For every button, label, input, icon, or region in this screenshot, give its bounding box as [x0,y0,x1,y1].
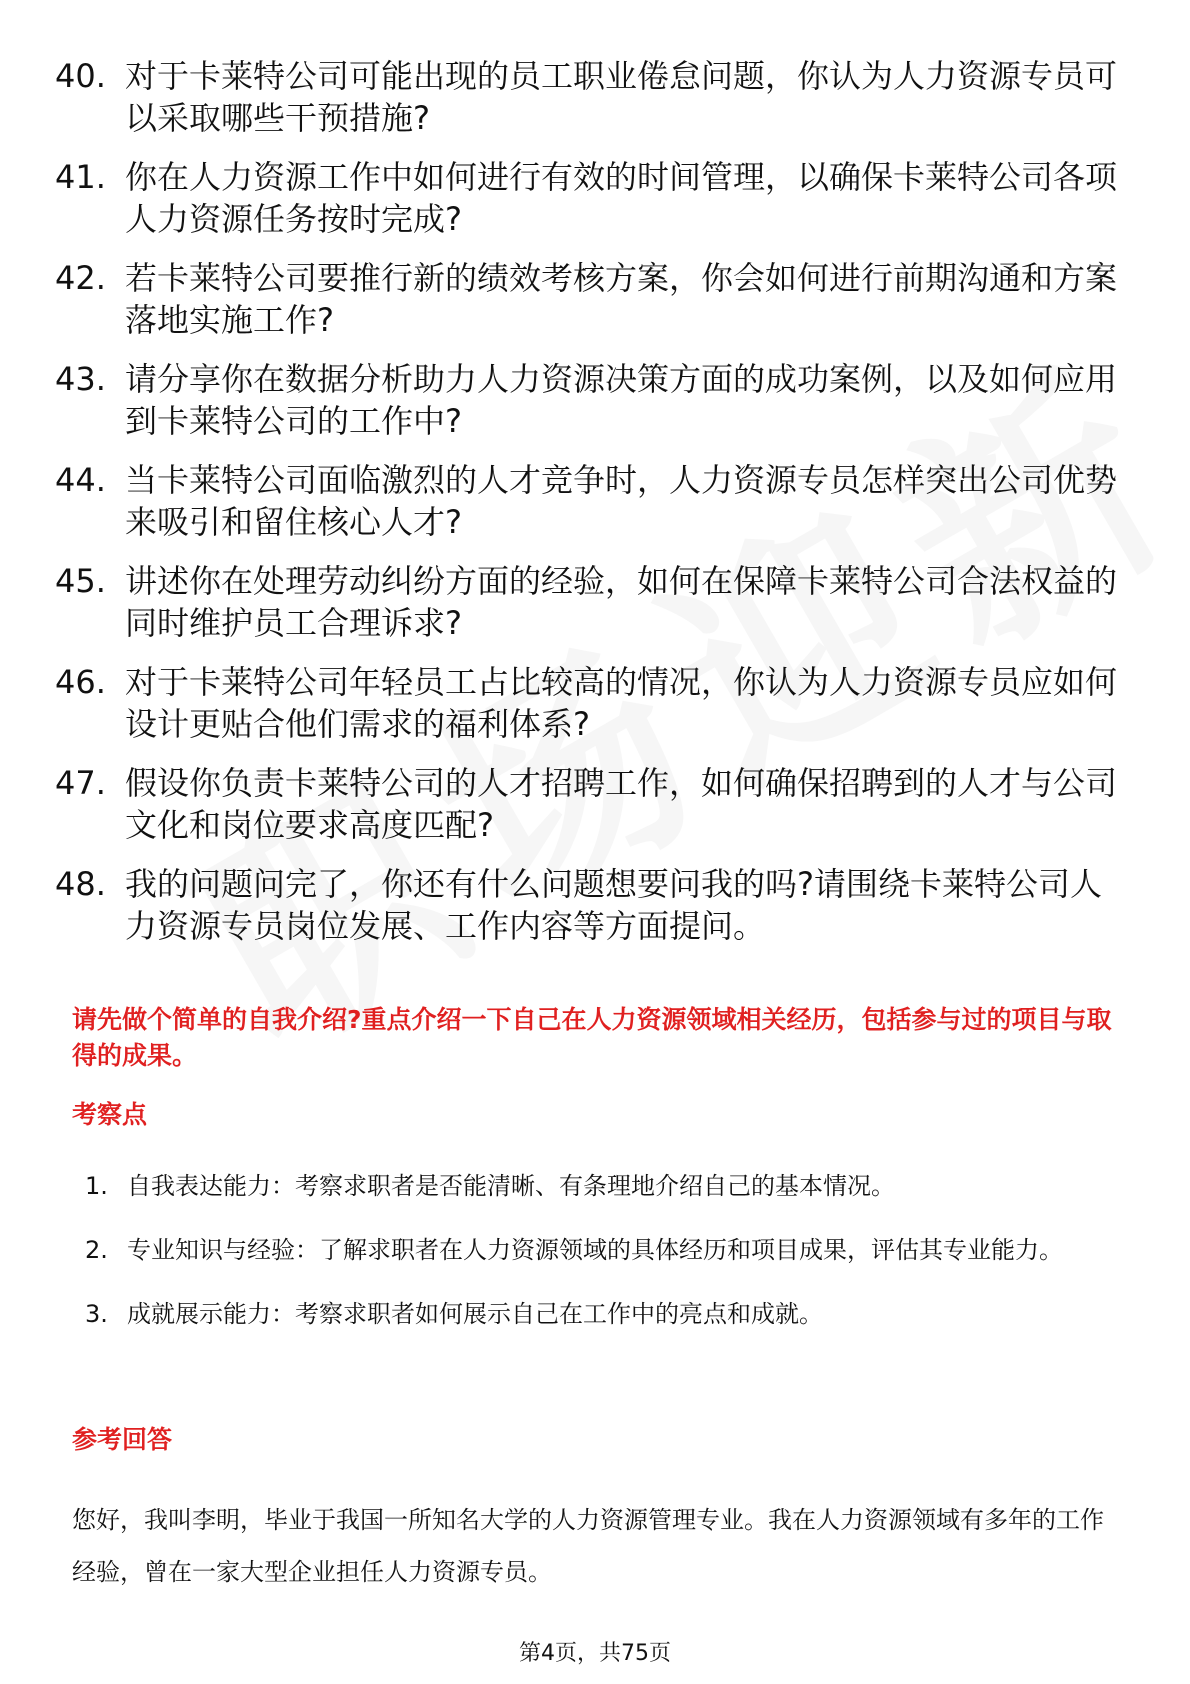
question-item [55,863,1135,947]
question-number: 47. [55,764,106,802]
question-number: 41. [55,158,106,196]
reference-answer: 您好，我叫李明，毕业于我国一所知名大学的人力资源管理专业。我在人力资源领域有多年的工作经验，曾在一家大型企业担任人力资源专员。 [72,1506,1104,1586]
question-text: 若卡莱特公司要推行新的绩效考核方案，你会如何进行前期沟通和方案落地实施工作? [125,259,1118,339]
question-item [55,560,1135,644]
question-number: 42. [55,259,106,297]
question-text: 我的问题问完了，你还有什么问题想要问我的吗?请围绕卡莱特公司人力资源专员岗位发展、工作内容等方面提问。 [125,865,1102,945]
question-item [55,358,1135,442]
question-item [55,762,1135,846]
question-item [55,257,1135,341]
question-text: 当卡莱特公司面临激烈的人才竞争时，人力资源专员怎样突出公司优势来吸引和留住核心人才? [125,461,1118,541]
assessment-title: 考察点 [72,1100,148,1129]
question-number: 44. [55,461,106,499]
point-text: 成就展示能力：考察求职者如何展示自己在工作中的亮点和成就。 [127,1300,823,1328]
question-text: 对于卡莱特公司可能出现的员工职业倦怠问题，你认为人力资源专员可以采取哪些干预措施? [125,57,1118,137]
question-list [55,55,1135,964]
assessment-point [85,1224,1135,1276]
reference-title: 参考回答 [72,1425,173,1454]
question-item [55,459,1135,543]
question-item [55,156,1135,240]
question-text: 讲述你在处理劳动纠纷方面的经验，如何在保障卡莱特公司合法权益的同时维护员工合理诉求? [125,562,1118,642]
point-text: 自我表达能力：考察求职者是否能清晰、有条理地介绍自己的基本情况。 [127,1172,895,1200]
question-text: 请分享你在数据分析助力人力资源决策方面的成功案例，以及如何应用到卡莱特公司的工作中? [125,360,1118,440]
point-number: 2. [85,1236,108,1264]
question-item [55,661,1135,745]
assessment-point [85,1288,1135,1340]
question-number: 40. [55,57,106,95]
question-number: 45. [55,562,106,600]
assessment-points [85,1160,1135,1352]
question-number: 46. [55,663,106,701]
question-number: 48. [55,865,106,903]
question-number: 43. [55,360,106,398]
question-text: 假设你负责卡莱特公司的人才招聘工作，如何确保招聘到的人才与公司文化和岗位要求高度匹配? [125,764,1118,844]
point-number: 1. [85,1172,108,1200]
page-number: 第4页，共75页 [519,1641,671,1666]
point-text: 专业知识与经验：了解求职者在人力资源领域的具体经历和项目成果，评估其专业能力。 [127,1236,1063,1264]
point-number: 3. [85,1300,108,1328]
question-text: 对于卡莱特公司年轻员工占比较高的情况，你认为人力资源专员应如何设计更贴合他们需求的福利体系? [125,663,1118,743]
question-item [55,55,1135,139]
featured-question: 请先做个简单的自我介绍?重点介绍一下自己在人力资源领域相关经历，包括参与过的项目与取得的成果。 [72,1005,1112,1070]
question-text: 你在人力资源工作中如何进行有效的时间管理，以确保卡莱特公司各项人力资源任务按时完成? [125,158,1118,238]
assessment-point [85,1160,1135,1212]
